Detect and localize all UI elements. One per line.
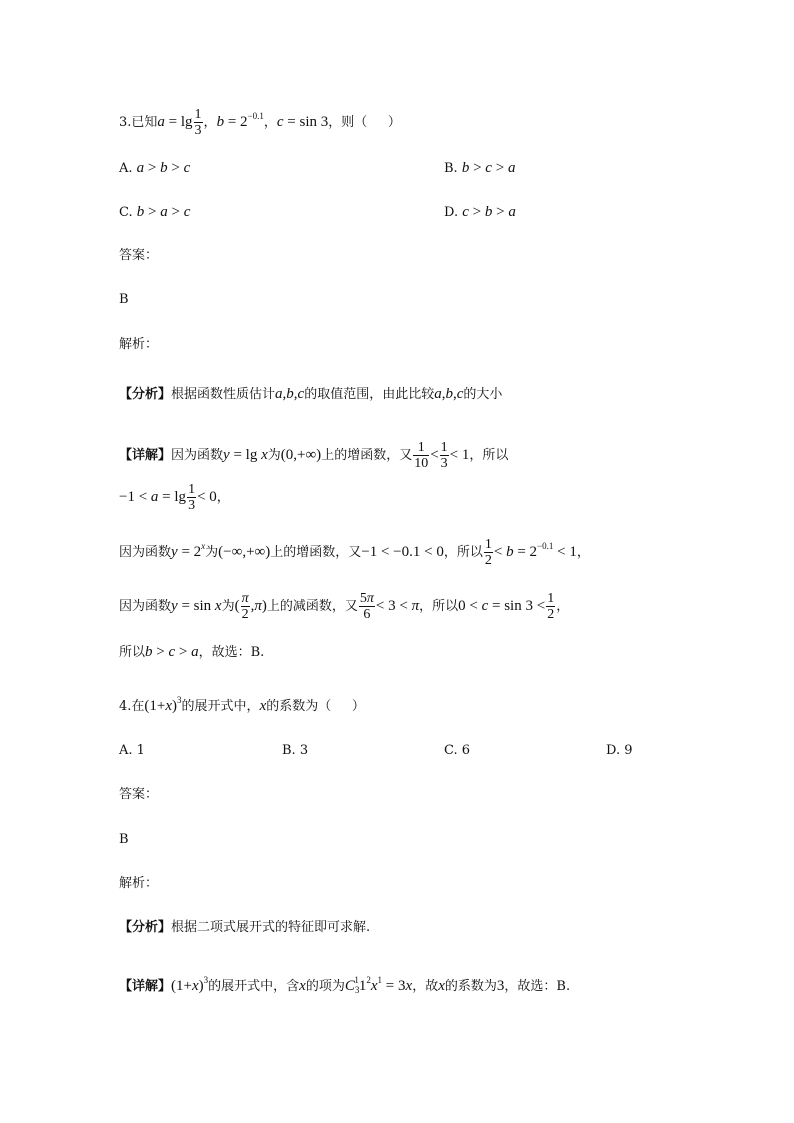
q3-answer: B xyxy=(119,292,129,307)
q3-option-b[interactable]: B. b > c > a xyxy=(444,160,516,176)
q4-answer: B xyxy=(119,832,129,847)
q4-fenxi-tag: 【分析】 xyxy=(119,920,172,935)
q4-option-a[interactable]: A. 1 xyxy=(119,743,145,758)
q3-xiangjie-tag: 【详解】 xyxy=(119,448,172,463)
q3-fenxi xyxy=(119,384,502,405)
q3-fenxi-tag: 【分析】 xyxy=(119,387,172,402)
q4-fenxi xyxy=(119,918,370,938)
q3-stem xyxy=(119,106,401,138)
q3-xiangjie-line-2: −1 < a = lg $\frac{1}{3}$ < 0， xyxy=(119,482,230,513)
q3-stem-text: 3.已知a = lg $\frac{1}{3}$ ，$b = 2^{-0.1}$，c = sin 3，则（ ） xyxy=(119,107,401,138)
q4-stem: 4.在$(1+x)^3$的展开式中，x的系数为（ ） xyxy=(119,695,365,714)
q3-xiangjie-line-3: 因为函数$y = 2^x$为(−∞,+∞)上的增函数，又−1 < −0.1 < 0，所以 $\frac{1}{2}$ < $b = 2^{-0.1} < 1$， xyxy=(119,537,590,568)
q3-xiangjie-line-5: 所以b > c > a，故选：B. xyxy=(119,644,265,660)
q4-xiangjie-tag: 【详解】 xyxy=(119,979,172,994)
q3-option-a[interactable]: A. a > b > c xyxy=(119,160,191,176)
q4-fenxi-text: 根据二项式展开式的特征即可求解. xyxy=(171,920,371,935)
q3-xiangjie-line-4: 因为函数y = sin x为( $\frac{\pi}{2}$ ,π)上的减函数，又 $\frac{5\pi}{6}$ < 3 < π，所以0 < c = sin 3 < $\frac{1}{2}$ ， xyxy=(119,591,570,622)
q4-option-d[interactable]: D. 9 xyxy=(606,743,633,758)
q4-option-c[interactable]: C. 6 xyxy=(444,743,471,758)
q4-xiangjie: 【详解】$(1+x)^3$的展开式中，含x的项为$C_3^11^2x^1 = 3x$，故x的系数为3，故选：B. xyxy=(119,975,571,995)
q4-answer-label: 答案： xyxy=(119,787,159,802)
q4-analysis-label: 解析： xyxy=(119,876,159,891)
q3-option-c[interactable]: C. b > a > c xyxy=(119,204,191,220)
q4-option-b[interactable]: B. 3 xyxy=(282,743,309,758)
q3-xiangjie-line-1: 【详解】因为函数y = lg x为(0,+∞)上的增函数，又 $\frac{1}{10}$ < $\frac{1}{3}$ < 1，所以 xyxy=(119,440,509,471)
q3-option-d[interactable]: D. c > b > a xyxy=(444,204,516,220)
q3-fenxi-text: 根据函数性质估计a,b,c的取值范围，由此比较a,b,c的大小 xyxy=(171,386,503,402)
q3-analysis-label: 解析： xyxy=(119,337,159,352)
q3-answer-label: 答案： xyxy=(119,248,159,263)
